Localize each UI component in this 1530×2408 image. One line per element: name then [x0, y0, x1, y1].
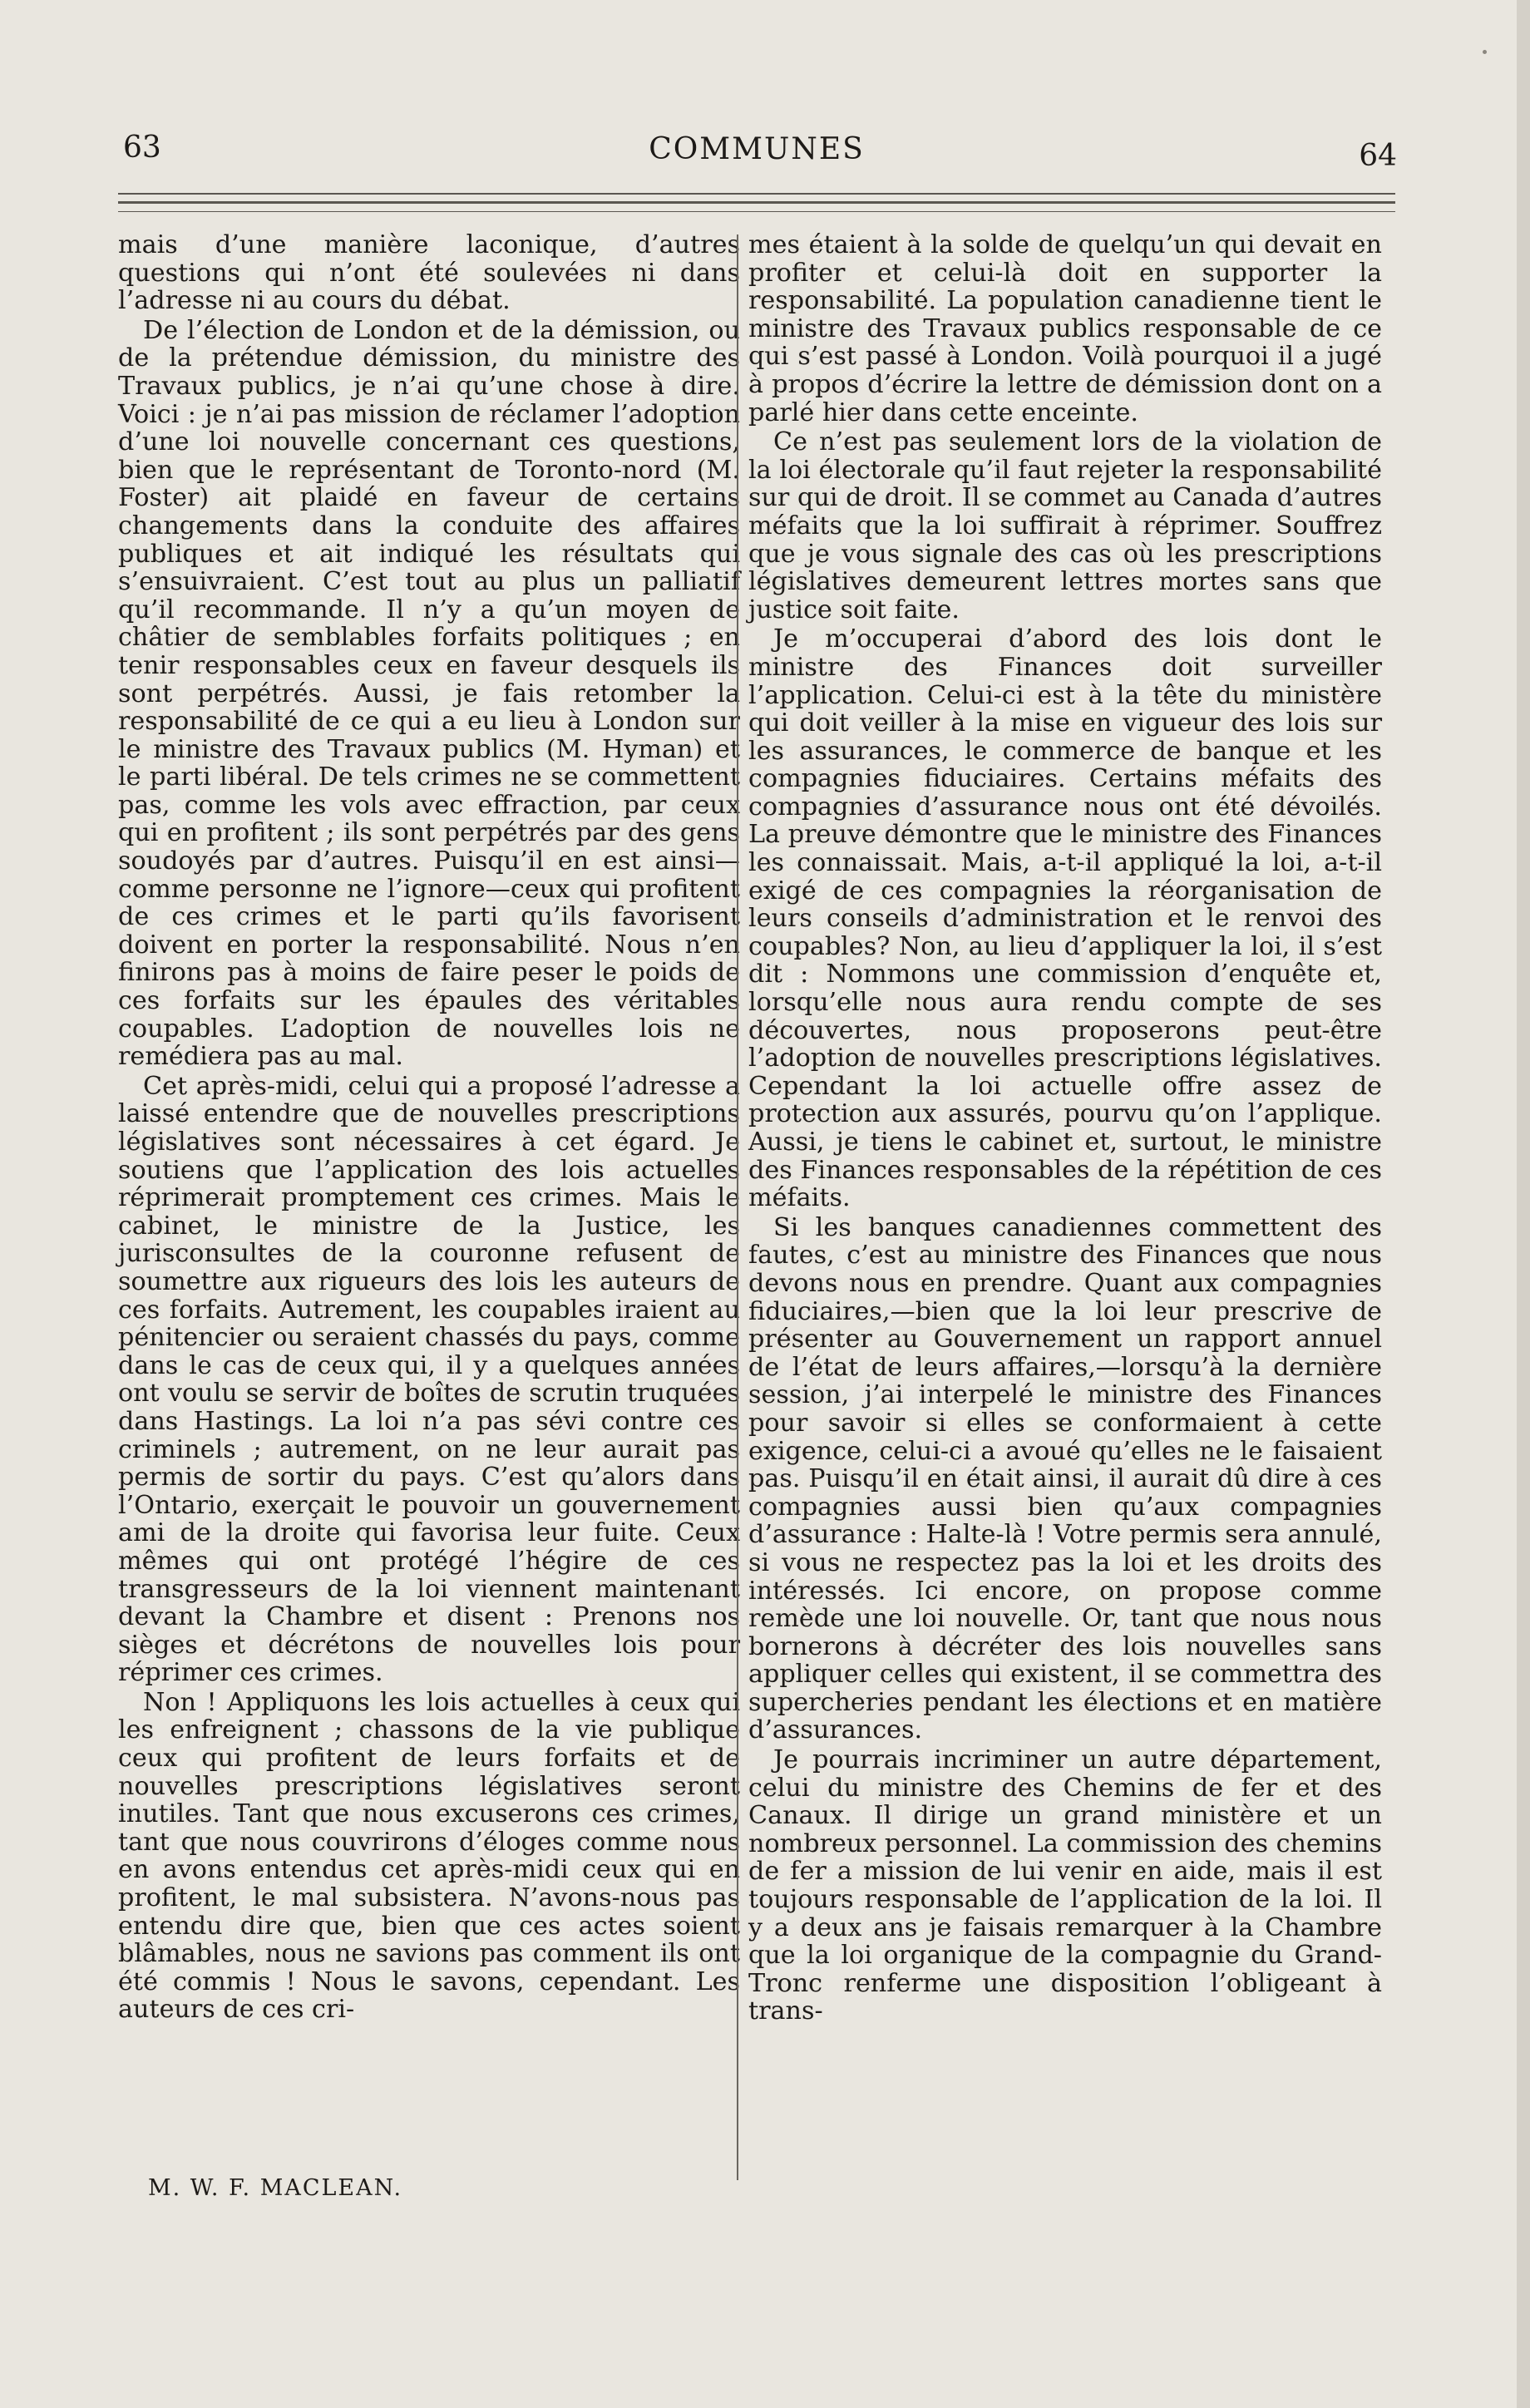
- page-header: [116, 125, 1397, 183]
- paragraph: Cet après-midi, celui qui a proposé l’adresse a laissé entendre que de nouvelles prescriptions législatives sont nécessaires à cet égard. Je soutiens que l’application des lois actuelles réprimerait promptement ces crimes. Mais le cabinet, le ministre de la Justice, les jurisconsultes de la couronne refusent de soumettre aux rigueurs des lois les auteurs de ces forfaits. Autrement, les coupables iraient au pénitencier ou seraient chassés du pays, comme dans le cas de ceux qui, il y a quelques années ont voulu se servir de boîtes de scrutin truquées dans Hastings. La loi n’a pas sévi contre ces criminels ; autrement, on ne leur aurait pas permis de sortir du pays. C’est qu’alors dans l’Ontario, exerçait le pouvoir un gouvernement ami de la droite qui favorisa leur fuite. Ceux mêmes qui ont protégé l’hégire de ces transgresseurs de la loi viennent maintenant devant la Chambre et disent : Prenons nos sièges et décrétons de nouvelles lois pour réprimer ces crimes.: [118, 1071, 740, 1688]
- paragraph: Si les banques canadiennes commettent des fautes, c’est au ministre des Finances que nous devons nous en prendre. Quant aux compagnies fiduciaires,—bien que la loi leur prescrive de présenter au Gouvernement un rapport annuel de l’état de leurs affaires,—lorsqu’à la dernière session, j’ai interpelé le ministre des Finances pour savoir si elles se conformaient à cette exigence, celui-ci a avoué qu’elles ne le faisaient pas. Puisqu’il en était ainsi, il aurait dû dire à ces compagnies aussi bien qu’aux compagnies d’assurance : Halte-là ! Votre permis sera annulé, si vous ne respectez pas la loi et les droits des intéressés. Ici encore, on propose comme remède une loi nouvelle. Or, tant que nous nous bornerons à décréter des lois nouvelles sans appliquer celles qui existent, il se commettra des supercheries pendant les élections et en matière d’assurances.: [748, 1212, 1382, 1745]
- header-rule-middle: [118, 201, 1395, 204]
- paragraph: De l’élection de London et de la démission, ou de la prétendue démission, du ministre des Travaux publics, je n’ai qu’une chose à dire. Voici : je n’ai pas mission de réclamer l’adoption d’une loi nouvelle concernant ces questions, bien que le représentant de Toronto-nord (M. Foster) ait plaidé en faveur de certains changements dans la conduite des affaires publiques et ait indiqué les résultats qui s’ensuivraient. C’est tout au plus un palliatif qu’il recommande. Il n’y a qu’un moyen de châtier de semblables forfaits politiques ; en tenir responsables ceux en faveur desquels ils sont perpétrés. Aussi, je fais retomber la responsabilité de ce qui a eu lieu à London sur le ministre des Travaux publics (M. Hyman) et le parti libéral. De tels crimes ne se commettent pas, comme les vols avec effraction, par ceux qui en profitent ; ils sont perpétrés par des gens soudoyés par d’autres. Puisqu’il en est ainsi—comme personne ne l’ignore—ceux qui profitent de ces crimes et le parti qu’ils favorisent doivent en porter la responsabilité. Nous n’en finirons pas à moins de faire peser le poids de ces forfaits sur les épaules des véritables coupables. L’adoption de nouvelles lois ne remédiera pas au mal.: [118, 315, 740, 1072]
- left-column: [118, 231, 740, 2024]
- scan-speck: [1483, 50, 1487, 54]
- paragraph: Ce n’est pas seulement lors de la violation de la loi électorale qu’il faut rejeter la responsabilité sur qui de droit. Il se commet au Canada d’autres méfaits que la loi suffirait à réprimer. Souffrez que je vous signale des cas où les prescriptions législatives demeurent lettres mortes sans que justice soit faite.: [748, 427, 1382, 624]
- paragraph: Je pourrais incriminer un autre département, celui du ministre des Chemins de fer et des Canaux. Il dirige un grand ministère et un nombreux personnel. La commission des chemins de fer a mission de lui venir en aide, mais il est toujours responsable de l’application de la loi. Il y a deux ans je faisais remarquer à la Chambre que la loi organique de la compagnie du Grand-Tronc renferme une disposition l’obligeant à trans-: [748, 1745, 1382, 2026]
- paragraph: mais d’une manière laconique, d’autres questions qui n’ont été soulevées ni dans l’adresse ni au cours du débat.: [118, 230, 740, 316]
- right-column: [748, 231, 1382, 2026]
- paragraph: mes étaient à la solde de quelqu’un qui devait en profiter et celui-là doit en supporter la responsabilité. La population canadienne tient le ministre des Travaux publics responsable de ce qui s’est passé à London. Voilà pourquoi il a jugé à propos d’écrire la lettre de démission dont on a parlé hier dans cette enceinte.: [748, 230, 1382, 427]
- page-edge: [1517, 0, 1530, 2408]
- header-rule-top: [118, 193, 1395, 195]
- page-number-left: 63: [123, 131, 161, 165]
- paragraph: Je m’occuperai d’abord des lois dont le ministre des Finances doit surveiller l’application. Celui-ci est à la tête du ministère qui doit veiller à la mise en vigueur des lois sur les assurances, le commerce de banque et les compagnies fiduciaires. Certains méfaits des compagnies d’assurance nous ont été dévoilés. La preuve démontre que le ministre des Finances les connaissait. Mais, a-t-il appliqué la loi, a-t-il exigé de ces compagnies la réorganisation de leurs conseils d’administration et le renvoi des coupables? Non, au lieu d’appliquer la loi, il s’est dit : Nommons une commission d’enquête et, lorsqu’elle nous aura rendu compte de ses découvertes, nous proposerons peut-être l’adoption de nouvelles prescriptions législatives. Cependant la loi actuelle offre assez de protection aux assurés, pourvu qu’on l’applique. Aussi, je tiens le cabinet et, surtout, le ministre des Finances responsables de la répétition de ces méfaits.: [748, 624, 1382, 1213]
- speaker-signature: M. W. F. MACLEAN.: [148, 2175, 403, 2201]
- page-number-right: 64: [1359, 139, 1397, 173]
- paragraph: Non ! Appliquons les lois actuelles à ceux qui les enfreignent ; chassons de la vie publique ceux qui profitent de leurs forfaits et de nouvelles prescriptions législatives seront inutiles. Tant que nous excuserons ces crimes, tant que nous couvrirons d’éloges comme nous en avons entendus cet après-midi ceux qui en profitent, le mal subsistera. N’avons-nous pas entendu dire que, bien que ces actes soient blâmables, nous ne savions pas comment ils ont été commis ! Nous le savons, cependant. Les auteurs de ces cri-: [118, 1687, 740, 2025]
- running-title: COMMUNES: [649, 132, 865, 166]
- header-rule-bottom: [118, 211, 1395, 212]
- column-divider: [737, 234, 738, 2180]
